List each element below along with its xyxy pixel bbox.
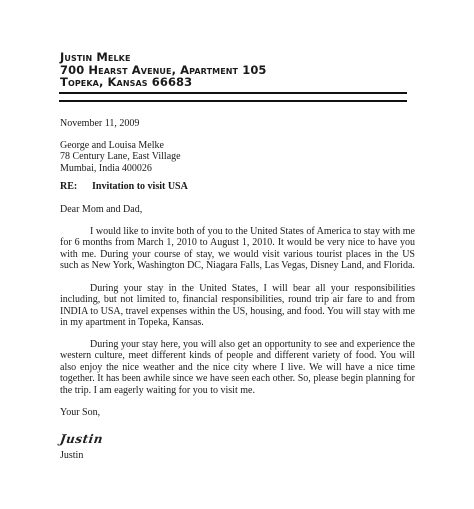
recipient-address: [60, 140, 415, 174]
handwritten-signature: Justin: [59, 432, 104, 446]
recipient-name: George and Louisa Melke: [60, 140, 164, 151]
closing: Your Son,: [60, 407, 101, 418]
body-paragraph-3: During your stay here, you will also get an opportunity to see and experience the western culture, meet different kinds of people and different variety of food. You will also enjoy the nice weather and the nice city where I live. We will have a nice time together. It has been awhile since we have seen each other. So, please begin planning for the trip. I am eagerly waiting for you to visit me.: [60, 339, 415, 396]
sender-address-line-1: 700 Hearst Avenue, Apartment 105: [60, 62, 267, 77]
letterhead-divider-top: [59, 92, 407, 94]
signer-name: Justin: [60, 450, 84, 461]
subject-line: [60, 181, 415, 192]
recipient-street: 78 Century Lane, East Village: [60, 151, 181, 163]
subject-label: RE:: [60, 181, 78, 192]
letter-date: November 11, 2009: [60, 118, 140, 129]
letterhead-divider-bottom: [59, 100, 407, 102]
subject-text: Invitation to visit USA: [92, 181, 188, 192]
body-paragraph-1: I would like to invite both of you to the United States of America to stay with me for 6 months from March 1, 2010 to August 1, 2010. It would be very nice to have you with me. During your course of stay, we would visit various tourist places in the US such as New York, Washington DC, Niagara Falls, Las Vegas, Disney Land, and Florida.: [60, 226, 415, 272]
salutation: Dear Mom and Dad,: [60, 204, 143, 215]
recipient-city: Mumbai, India 400026: [60, 162, 152, 174]
letterhead: [60, 51, 267, 89]
sender-name: Justin Melke: [60, 50, 131, 64]
sender-address-line-2: Topeka, Kansas 66683: [60, 75, 193, 89]
body-paragraph-2: During your stay in the United States, I will bear all your responsibilities including, but not limited to, financial responsibilities, round trip air fare to and from INDIA to USA, travel expenses within the US, housing, and food. You will stay with me in my apartment in Topeka, Kansas.: [60, 283, 415, 329]
